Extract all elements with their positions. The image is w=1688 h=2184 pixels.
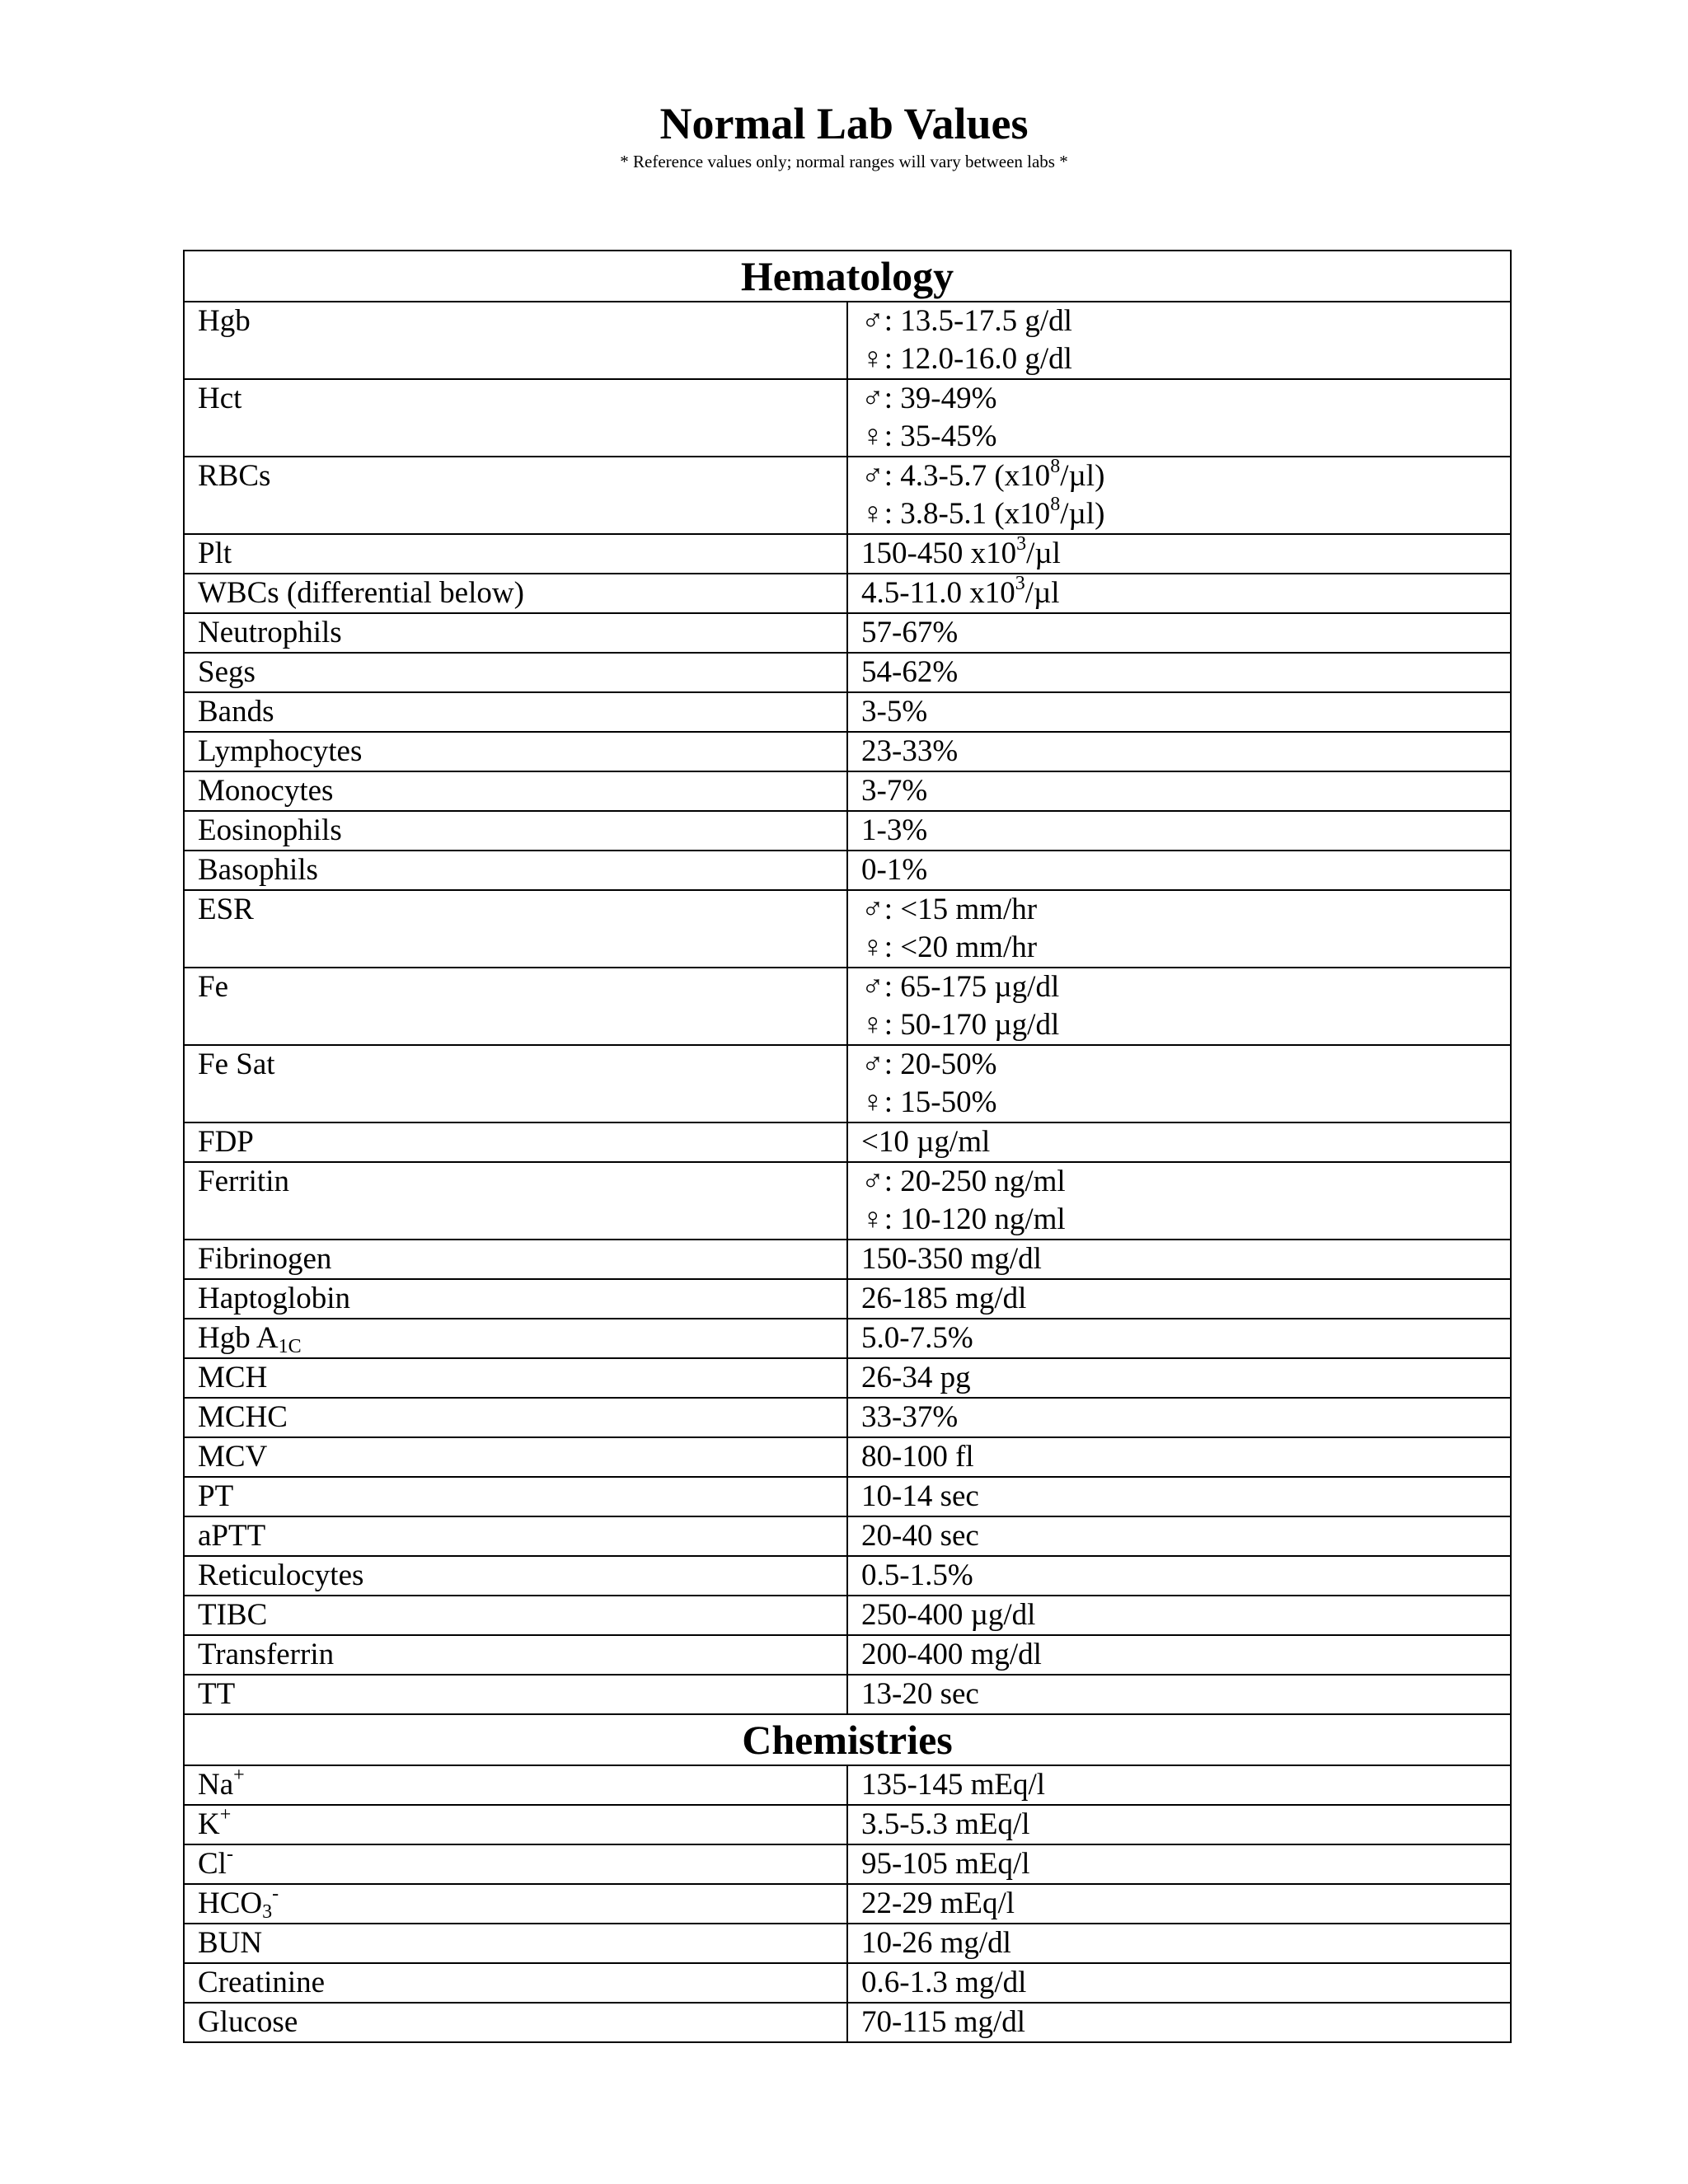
reference-range-line <box>861 1201 1510 1239</box>
test-name-cell <box>184 1963 847 2003</box>
reference-range-cell <box>847 302 1511 379</box>
test-name: TIBC <box>198 1598 268 1632</box>
reference-range-line <box>861 968 1510 1006</box>
reference-range-line <box>861 772 1510 810</box>
range-text: <10 µg/ml <box>861 1125 991 1159</box>
table-row <box>184 1240 1511 1279</box>
test-name: Lymphocytes <box>198 734 363 768</box>
test-name: PT <box>198 1479 234 1513</box>
reference-range-cell <box>847 811 1511 851</box>
reference-range-cell <box>847 1596 1511 1635</box>
reference-range-line <box>861 733 1510 771</box>
section-heading: Hematology <box>184 251 1511 302</box>
table-row <box>184 1924 1511 1963</box>
test-name-cell <box>184 379 847 457</box>
range-text: ♂: 39-49% <box>861 382 997 415</box>
range-text: 1-3% <box>861 813 928 847</box>
reference-range-line <box>861 1596 1510 1634</box>
range-text: 70-115 mg/dl <box>861 2005 1026 2039</box>
range-unit: /µl) <box>1060 497 1105 531</box>
test-name-superscript: - <box>226 1844 233 1865</box>
range-text: 22-29 mEq/l <box>861 1886 1015 1920</box>
test-name: Reticulocytes <box>198 1558 364 1592</box>
table-row <box>184 1358 1511 1398</box>
reference-range-line <box>861 1319 1510 1357</box>
range-text: 200-400 mg/dl <box>861 1638 1042 1671</box>
table-row <box>184 1437 1511 1477</box>
range-text: 95-105 mEq/l <box>861 1847 1030 1881</box>
reference-range-line <box>861 1123 1510 1161</box>
reference-range-cell <box>847 732 1511 771</box>
test-name-cell <box>184 1437 847 1477</box>
reference-range-line <box>861 574 1510 612</box>
test-name-cell <box>184 890 847 968</box>
test-name: BUN <box>198 1926 263 1960</box>
test-name-cell <box>184 1516 847 1556</box>
test-name-cell <box>184 2003 847 2042</box>
reference-range-line <box>861 812 1510 850</box>
reference-range-line <box>861 1924 1510 1962</box>
test-name: Neutrophils <box>198 616 342 649</box>
test-name: Cl <box>198 1847 227 1881</box>
reference-range-line <box>861 1359 1510 1397</box>
table-row <box>184 457 1511 534</box>
reference-range-line <box>861 1240 1510 1278</box>
test-name: ESR <box>198 893 254 926</box>
reference-range-cell <box>847 1924 1511 1963</box>
reference-range-line <box>861 418 1510 456</box>
reference-range-cell <box>847 1765 1511 1805</box>
range-text: ♂: 20-50% <box>861 1047 997 1081</box>
test-name-cell <box>184 653 847 692</box>
test-name-cell <box>184 613 847 653</box>
test-name: Transferrin <box>198 1638 335 1671</box>
test-name: WBCs (differential below) <box>198 576 524 610</box>
range-text: 26-34 pg <box>861 1361 971 1394</box>
reference-range-cell <box>847 1279 1511 1319</box>
range-text: ♂: 65-175 µg/dl <box>861 970 1060 1004</box>
test-name: RBCs <box>198 459 271 493</box>
range-text: 54-62% <box>861 655 959 689</box>
test-name-cell <box>184 1765 847 1805</box>
test-name-cell <box>184 1045 847 1122</box>
test-name: Plt <box>198 537 232 570</box>
test-name-subscript: 1C <box>278 1336 302 1357</box>
test-name-cell <box>184 1884 847 1924</box>
table-row <box>184 2003 1511 2042</box>
range-text: 3-5% <box>861 695 928 729</box>
table-row <box>184 1279 1511 1319</box>
table-row <box>184 851 1511 890</box>
reference-range-line <box>861 1478 1510 1516</box>
reference-range-cell <box>847 1398 1511 1437</box>
reference-range-line <box>861 1557 1510 1595</box>
test-name-cell <box>184 1279 847 1319</box>
table-row <box>184 1398 1511 1437</box>
reference-range-line <box>861 851 1510 889</box>
range-text: 26-185 mg/dl <box>861 1282 1027 1315</box>
table-row <box>184 534 1511 574</box>
test-name: MCH <box>198 1361 268 1394</box>
reference-range-line <box>861 1006 1510 1044</box>
table-row <box>184 1477 1511 1516</box>
test-name-cell <box>184 771 847 811</box>
range-text: 3.5-5.3 mEq/l <box>861 1807 1030 1841</box>
section-header-row <box>184 251 1511 302</box>
table-row <box>184 1045 1511 1122</box>
test-name-superscript: - <box>272 1883 279 1905</box>
table-row <box>184 890 1511 968</box>
test-name-subscript: 3 <box>262 1901 273 1923</box>
test-name: MCV <box>198 1440 268 1474</box>
lab-values-table <box>183 250 1512 2043</box>
test-name-cell <box>184 534 847 574</box>
reference-range-line <box>861 1517 1510 1555</box>
table-row <box>184 1556 1511 1596</box>
reference-range-line <box>861 1845 1510 1883</box>
table-row <box>184 1765 1511 1805</box>
test-name-cell <box>184 1398 847 1437</box>
test-name-cell <box>184 1844 847 1884</box>
table-row <box>184 968 1511 1045</box>
reference-range-line <box>861 929 1510 967</box>
range-text: ♀: <20 mm/hr <box>861 930 1038 964</box>
table-row <box>184 1516 1511 1556</box>
range-unit: /µl) <box>1060 459 1105 493</box>
reference-range-line <box>861 1675 1510 1713</box>
range-exponent: 8 <box>1050 456 1061 477</box>
test-name: Hct <box>198 382 242 415</box>
test-name-cell <box>184 302 847 379</box>
table-row <box>184 1844 1511 1884</box>
reference-range-line <box>861 1885 1510 1923</box>
test-name: K <box>198 1807 220 1841</box>
test-name: Segs <box>198 655 256 689</box>
range-text: ♀: 50-170 µg/dl <box>861 1008 1060 1042</box>
test-name: Fe Sat <box>198 1047 275 1081</box>
reference-range-line <box>861 495 1510 533</box>
range-text: 10-26 mg/dl <box>861 1926 1011 1960</box>
range-unit: /µl <box>1025 576 1060 610</box>
reference-range-line <box>861 693 1510 731</box>
section-heading: Chemistries <box>184 1714 1511 1765</box>
range-text: 20-40 sec <box>861 1519 979 1553</box>
reference-range-cell <box>847 1358 1511 1398</box>
range-text: ♂: 4.3-5.7 (x10 <box>861 459 1051 493</box>
test-name-cell <box>184 1240 847 1279</box>
reference-range-line <box>861 457 1510 495</box>
reference-range-cell <box>847 1437 1511 1477</box>
test-name: Creatinine <box>198 1966 326 1999</box>
table-row <box>184 1319 1511 1358</box>
test-name: Hgb A <box>198 1321 279 1355</box>
range-text: ♀: 12.0-16.0 g/dl <box>861 342 1072 376</box>
table-row <box>184 771 1511 811</box>
reference-range-cell <box>847 1045 1511 1122</box>
test-name: TT <box>198 1677 236 1711</box>
reference-range-line <box>861 654 1510 691</box>
reference-range-cell <box>847 1477 1511 1516</box>
test-name: Monocytes <box>198 774 334 808</box>
range-text: 150-350 mg/dl <box>861 1242 1042 1276</box>
range-text: 10-14 sec <box>861 1479 979 1513</box>
reference-range-line <box>861 1438 1510 1476</box>
reference-range-line <box>861 535 1510 573</box>
test-name-cell <box>184 1675 847 1714</box>
reference-range-cell <box>847 1675 1511 1714</box>
test-name-cell <box>184 1477 847 1516</box>
range-text: 0-1% <box>861 853 928 887</box>
test-name: Na <box>198 1768 234 1802</box>
reference-range-cell <box>847 851 1511 890</box>
table-row <box>184 574 1511 613</box>
test-name-superscript: + <box>219 1804 232 1825</box>
reference-range-line <box>861 380 1510 418</box>
test-name: Fe <box>198 970 228 1004</box>
reference-range-cell <box>847 379 1511 457</box>
test-name-cell <box>184 692 847 732</box>
test-name-cell <box>184 574 847 613</box>
range-text: ♂: 13.5-17.5 g/dl <box>861 304 1072 338</box>
test-name: Bands <box>198 695 274 729</box>
reference-range-cell <box>847 771 1511 811</box>
reference-range-line <box>861 891 1510 929</box>
test-name: FDP <box>198 1125 254 1159</box>
reference-range-cell <box>847 1805 1511 1844</box>
table-row <box>184 379 1511 457</box>
test-name-cell <box>184 968 847 1045</box>
test-name-cell <box>184 811 847 851</box>
reference-range-line <box>861 2004 1510 2041</box>
test-name-cell <box>184 1596 847 1635</box>
reference-range-cell <box>847 1240 1511 1279</box>
reference-range-line <box>861 1280 1510 1318</box>
range-text: ♀: 3.8-5.1 (x10 <box>861 497 1051 531</box>
reference-range-cell <box>847 968 1511 1045</box>
range-text: ♀: 35-45% <box>861 419 997 453</box>
test-name-cell <box>184 1635 847 1675</box>
range-text: 0.5-1.5% <box>861 1558 973 1592</box>
table-row <box>184 1596 1511 1635</box>
test-name-cell <box>184 732 847 771</box>
test-name: Haptoglobin <box>198 1282 350 1315</box>
range-text: ♂: <15 mm/hr <box>861 893 1038 926</box>
range-text: 80-100 fl <box>861 1440 974 1474</box>
table-row <box>184 1122 1511 1162</box>
range-exponent: 8 <box>1050 494 1061 515</box>
table-row <box>184 732 1511 771</box>
reference-range-cell <box>847 1556 1511 1596</box>
reference-range-line <box>861 614 1510 652</box>
range-exponent: 3 <box>1015 573 1025 594</box>
range-text: 0.6-1.3 mg/dl <box>861 1966 1027 1999</box>
test-name-cell <box>184 457 847 534</box>
table-row <box>184 1805 1511 1844</box>
reference-range-line <box>861 302 1510 340</box>
test-name-cell <box>184 851 847 890</box>
range-text: 150-450 x10 <box>861 537 1017 570</box>
table-row <box>184 1162 1511 1240</box>
table-row <box>184 811 1511 851</box>
range-text: 57-67% <box>861 616 959 649</box>
page-subtitle: * Reference values only; normal ranges will vary between labs * <box>620 152 1068 171</box>
range-exponent: 3 <box>1016 533 1027 555</box>
table-row <box>184 1675 1511 1714</box>
test-name: HCO <box>198 1886 263 1920</box>
table-row <box>184 1635 1511 1675</box>
range-text: 3-7% <box>861 774 928 808</box>
reference-range-line <box>861 1399 1510 1436</box>
reference-range-cell <box>847 692 1511 732</box>
reference-range-cell <box>847 1844 1511 1884</box>
reference-range-cell <box>847 1516 1511 1556</box>
test-name-cell <box>184 1319 847 1358</box>
test-name-cell <box>184 1805 847 1844</box>
test-name-cell <box>184 1162 847 1240</box>
test-name: Glucose <box>198 2005 298 2039</box>
test-name: aPTT <box>198 1519 266 1553</box>
range-text: ♂: 20-250 ng/ml <box>861 1165 1066 1198</box>
reference-range-cell <box>847 653 1511 692</box>
range-text: ♀: 15-50% <box>861 1085 997 1119</box>
reference-range-cell <box>847 1884 1511 1924</box>
range-text: 33-37% <box>861 1400 959 1434</box>
test-name-superscript: + <box>233 1765 245 1786</box>
test-name-cell <box>184 1556 847 1596</box>
range-text: 13-20 sec <box>861 1677 979 1711</box>
reference-range-line <box>861 340 1510 378</box>
range-text: 5.0-7.5% <box>861 1321 973 1355</box>
reference-range-cell <box>847 613 1511 653</box>
table-row <box>184 1884 1511 1924</box>
reference-range-cell <box>847 574 1511 613</box>
reference-range-line <box>861 1806 1510 1844</box>
reference-range-cell <box>847 890 1511 968</box>
test-name: Fibrinogen <box>198 1242 332 1276</box>
table-row <box>184 302 1511 379</box>
test-name-cell <box>184 1924 847 1963</box>
reference-range-cell <box>847 534 1511 574</box>
range-text: 23-33% <box>861 734 959 768</box>
section-header-row <box>184 1714 1511 1765</box>
test-name-cell <box>184 1122 847 1162</box>
table-row <box>184 613 1511 653</box>
reference-range-cell <box>847 1319 1511 1358</box>
reference-range-cell <box>847 1963 1511 2003</box>
reference-range-line <box>861 1636 1510 1674</box>
table-row <box>184 653 1511 692</box>
test-name: Ferritin <box>198 1165 289 1198</box>
range-text: 135-145 mEq/l <box>861 1768 1046 1802</box>
range-unit: /µl <box>1026 537 1061 570</box>
range-text: 4.5-11.0 x10 <box>861 576 1015 610</box>
reference-range-line <box>861 1766 1510 1804</box>
test-name: Hgb <box>198 304 251 338</box>
reference-range-cell <box>847 457 1511 534</box>
table-row <box>184 692 1511 732</box>
reference-range-line <box>861 1163 1510 1201</box>
page-title: Normal Lab Values <box>659 99 1029 148</box>
reference-range-cell <box>847 1162 1511 1240</box>
table-row <box>184 1963 1511 2003</box>
reference-range-cell <box>847 2003 1511 2042</box>
test-name: Basophils <box>198 853 318 887</box>
reference-range-line <box>861 1964 1510 2002</box>
range-text: ♀: 10-120 ng/ml <box>861 1202 1066 1236</box>
test-name: Eosinophils <box>198 813 342 847</box>
reference-range-cell <box>847 1122 1511 1162</box>
reference-range-line <box>861 1084 1510 1122</box>
test-name: MCHC <box>198 1400 288 1434</box>
test-name-cell <box>184 1358 847 1398</box>
range-text: 250-400 µg/dl <box>861 1598 1036 1632</box>
reference-range-line <box>861 1046 1510 1084</box>
reference-range-cell <box>847 1635 1511 1675</box>
